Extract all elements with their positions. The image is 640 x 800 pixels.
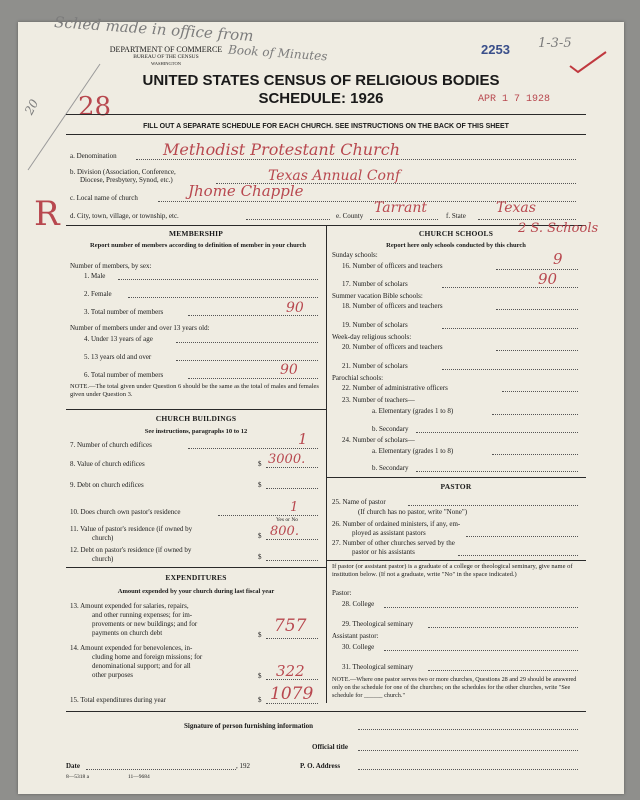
q6-label: 6. Total number of members bbox=[84, 371, 164, 379]
form-number: 8—5318 a bbox=[66, 774, 90, 780]
q27-label-1: 27. Number of other churches served by the bbox=[332, 539, 455, 547]
denomination-field[interactable] bbox=[136, 159, 576, 160]
q15-value: 1079 bbox=[270, 684, 314, 704]
q7-label: 7. Number of church edifices bbox=[70, 441, 152, 449]
q25-note: (If church has no pastor, write "None") bbox=[358, 508, 468, 516]
official-title-label: Official title bbox=[312, 743, 348, 751]
q6-value: 90 bbox=[280, 362, 298, 378]
date-field[interactable] bbox=[86, 769, 236, 770]
expenditures-heading: EXPENDITURES bbox=[165, 573, 227, 582]
po-address-label: P. O. Address bbox=[300, 762, 341, 770]
q12-label-1: 12. Debt on pastor's residence (if owned by bbox=[70, 546, 192, 554]
q14-line-4: other purposes bbox=[92, 671, 134, 679]
division-label-2: Diocese, Presbytery, Synod, etc.) bbox=[80, 176, 173, 184]
date-label: Date bbox=[66, 762, 80, 770]
denomination-value: Methodist Protestant Church bbox=[163, 140, 401, 159]
q6-field[interactable] bbox=[188, 378, 318, 379]
q23b-field[interactable] bbox=[416, 432, 578, 433]
q10-value: 1 bbox=[290, 500, 299, 515]
q21-field[interactable] bbox=[442, 369, 578, 370]
grad-rule bbox=[326, 560, 586, 561]
signature-field[interactable] bbox=[358, 729, 578, 730]
q4-label: 4. Under 13 years of age bbox=[84, 335, 153, 343]
q11-dollar: $ bbox=[258, 532, 262, 540]
city-name: WASHINGTON bbox=[151, 61, 181, 66]
q20-field[interactable] bbox=[496, 350, 578, 351]
q26-label-2: ployed as assistant pastors bbox=[352, 529, 426, 537]
census-schedule-page bbox=[18, 13, 624, 794]
form-title: UNITED STATES CENSUS OF RELIGIOUS BODIES bbox=[142, 72, 500, 89]
buildings-sub: See instructions, paragraphs 10 to 12 bbox=[144, 428, 248, 435]
form-subtitle: SCHEDULE: 1926 bbox=[258, 90, 384, 107]
sunday-label: Sunday schools: bbox=[332, 251, 378, 259]
schools-heading: CHURCH SCHOOLS bbox=[418, 229, 494, 238]
county-field[interactable] bbox=[370, 219, 438, 220]
q9-field[interactable] bbox=[266, 488, 318, 489]
pastor-note: NOTE.—Where one pastor serves two or more churches, Questions 28 and 29 should be answered only on the schedule for one of the churches; on the schedules for the other churches, write "See schedule for ______ church." bbox=[332, 676, 577, 699]
county-label: e. County bbox=[336, 212, 364, 220]
q7-field[interactable] bbox=[188, 448, 318, 449]
pastor-rule bbox=[326, 477, 586, 478]
q1-field[interactable] bbox=[118, 279, 318, 280]
q24a-label: a. Elementary (grades 1 to 8) bbox=[372, 447, 454, 455]
county-value: Tarrant bbox=[374, 200, 427, 216]
q2-field[interactable] bbox=[128, 297, 318, 298]
q27-label-2: pastor or his assistants bbox=[352, 548, 415, 556]
state-label: f. State bbox=[446, 212, 466, 220]
q11-label-2: church) bbox=[92, 534, 114, 542]
q11-label-1: 11. Value of pastor's residence (if owned by bbox=[70, 525, 193, 533]
yes-no-hint: Yes or No bbox=[276, 517, 299, 523]
fill-instruction: FILL OUT A SEPARATE SCHEDULE FOR EACH CHURCH. SEE INSTRUCTIONS ON THE BACK OF THIS SHEET bbox=[143, 123, 509, 130]
q18-label: 18. Number of officers and teachers bbox=[342, 302, 443, 310]
division-label-1: b. Division (Association, Conference, bbox=[70, 168, 176, 176]
members-by-sex: Number of members, by sex: bbox=[70, 262, 152, 270]
schools-heading-note: 2 S. Schools bbox=[518, 221, 599, 236]
q3-label: 3. Total number of members bbox=[84, 308, 164, 316]
weekday-label: Week-day religious schools: bbox=[332, 333, 412, 341]
q19-label: 19. Number of scholars bbox=[342, 321, 408, 329]
membership-note: NOTE.—The total given under Question 6 should be the same as the total of males and females given under Question 3. bbox=[70, 383, 319, 398]
q16-field[interactable] bbox=[496, 269, 578, 270]
pastor-heading: PASTOR bbox=[440, 482, 472, 491]
q20-label: 20. Number of officers and teachers bbox=[342, 343, 443, 351]
q19-field[interactable] bbox=[442, 328, 578, 329]
summer-label: Summer vacation Bible schools: bbox=[332, 292, 423, 300]
q13-line-1: 13. Amount expended for salaries, repairs, bbox=[70, 602, 189, 610]
q3-value: 90 bbox=[286, 300, 304, 316]
q18-field[interactable] bbox=[496, 309, 578, 310]
members-under-over: Number of members under and over 13 years old: bbox=[70, 324, 210, 332]
q13-dollar: $ bbox=[258, 631, 262, 639]
q23-label: 23. Number of teachers— bbox=[342, 396, 415, 404]
print-number: 11—9684 bbox=[128, 774, 150, 780]
q14-value: 322 bbox=[276, 662, 305, 680]
buildings-rule bbox=[66, 409, 326, 410]
q13-line-3: provements or new buildings; and for bbox=[92, 620, 198, 628]
q17-value: 90 bbox=[538, 270, 558, 288]
membership-heading: MEMBERSHIP bbox=[168, 229, 224, 238]
q24a-field[interactable] bbox=[492, 454, 578, 455]
margin-number: 20 bbox=[21, 96, 42, 118]
header-rule-2 bbox=[66, 134, 586, 135]
column-divider bbox=[326, 225, 327, 703]
local-name-value: Jhome Chapple bbox=[188, 182, 304, 200]
assistant-label: Assistant pastor: bbox=[332, 632, 379, 640]
handwritten-book-of-minutes: Book of Minutes bbox=[227, 42, 328, 64]
q16-label: 16. Number of officers and teachers bbox=[342, 262, 443, 270]
q10-label: 10. Does church own pastor's residence bbox=[70, 508, 181, 516]
schedule-number: 28 bbox=[78, 92, 112, 122]
q28-field[interactable] bbox=[384, 607, 578, 608]
year-label: , 192 bbox=[236, 762, 250, 770]
q12-dollar: $ bbox=[258, 553, 262, 561]
q14-dollar: $ bbox=[258, 672, 262, 680]
city-label: d. City, town, village, or township, etc. bbox=[70, 212, 179, 220]
q31-label: 31. Theological seminary bbox=[342, 663, 414, 671]
stamp-number: 2253 bbox=[481, 42, 510, 57]
q10-field[interactable] bbox=[218, 515, 318, 516]
corner-number: 1-3-5 bbox=[538, 36, 572, 51]
state-field[interactable] bbox=[478, 219, 576, 220]
q22-label: 22. Number of administrative officers bbox=[342, 384, 448, 392]
expenditures-rule bbox=[66, 567, 326, 568]
q13-line-2: and other running expenses; for im- bbox=[92, 611, 193, 619]
q2-label: 2. Female bbox=[84, 290, 112, 298]
handwritten-top-note: Sched made in office from bbox=[53, 13, 255, 45]
q12-label-2: church) bbox=[92, 555, 114, 563]
q29-field[interactable] bbox=[428, 627, 578, 628]
q21-label: 21. Number of scholars bbox=[342, 362, 408, 370]
q25-label: 25. Name of pastor bbox=[332, 498, 386, 506]
schools-sub: Report here only schools conducted by this church bbox=[386, 242, 526, 249]
q26-label-1: 26. Number of ordained ministers, if any, em- bbox=[332, 520, 461, 528]
pastor-label: Pastor: bbox=[332, 589, 352, 597]
q5-field[interactable] bbox=[176, 360, 318, 361]
q23b-label: b. Secondary bbox=[372, 425, 409, 433]
q24-label: 24. Number of scholars— bbox=[342, 436, 415, 444]
official-title-field[interactable] bbox=[358, 750, 578, 751]
q9-label: 9. Debt on church edifices bbox=[70, 481, 144, 489]
q11-value: 800. bbox=[270, 524, 299, 539]
q8-field[interactable] bbox=[266, 467, 318, 468]
q14-line-2: cluding home and foreign missions; for bbox=[92, 653, 203, 661]
received-date-stamp: APR 1 7 1928 bbox=[478, 94, 551, 105]
q8-dollar: $ bbox=[258, 460, 262, 468]
division-value: Texas Annual Conf bbox=[268, 168, 401, 184]
q14-line-3: denominational support; and for all bbox=[92, 662, 191, 670]
q11-field[interactable] bbox=[266, 539, 318, 540]
q9-dollar: $ bbox=[258, 481, 262, 489]
q31-field[interactable] bbox=[428, 670, 578, 671]
q8-value: 3000. bbox=[268, 452, 306, 467]
q17-label: 17. Number of scholars bbox=[342, 280, 408, 288]
denomination-label: a. Denomination bbox=[70, 152, 117, 160]
q23a-field[interactable] bbox=[492, 414, 578, 415]
q7-value: 1 bbox=[298, 430, 308, 448]
po-address-field[interactable] bbox=[358, 769, 578, 770]
q24b-field[interactable] bbox=[416, 471, 578, 472]
footer-rule bbox=[66, 711, 586, 712]
q29-label: 29. Theological seminary bbox=[342, 620, 414, 628]
q25-field[interactable] bbox=[408, 505, 578, 506]
q13-value: 757 bbox=[274, 616, 307, 636]
expenditures-sub: Amount expended by your church during last fiscal year bbox=[117, 588, 275, 595]
state-value: Texas bbox=[496, 200, 536, 216]
q24b-label: b. Secondary bbox=[372, 464, 409, 472]
city-field[interactable] bbox=[246, 219, 330, 220]
q12-field[interactable] bbox=[266, 560, 318, 561]
q8-label: 8. Value of church edifices bbox=[70, 460, 145, 468]
q15-label: 15. Total expenditures during year bbox=[70, 696, 166, 704]
q5-label: 5. 13 years old and over bbox=[84, 353, 152, 361]
q17-field[interactable] bbox=[442, 287, 578, 288]
q26-field[interactable] bbox=[466, 536, 578, 537]
q30-label: 30. College bbox=[342, 643, 375, 651]
q22-field[interactable] bbox=[502, 391, 578, 392]
grad-note: If pastor (or assistant pastor) is a graduate of a college or theological seminary, give name of institution below. (If not a graduate, write "No" in the space indicated.) bbox=[332, 563, 573, 578]
department-name: DEPARTMENT OF COMMERCE bbox=[109, 45, 223, 54]
q1-label: 1. Male bbox=[84, 272, 106, 280]
buildings-heading: CHURCH BUILDINGS bbox=[155, 414, 237, 423]
local-name-label: c. Local name of church bbox=[70, 194, 138, 202]
q13-line-4: payments on church debt bbox=[92, 629, 163, 637]
parochial-label: Parochial schools: bbox=[332, 374, 384, 382]
q16-value: 9 bbox=[553, 250, 563, 268]
header-rule bbox=[66, 114, 586, 115]
signature-label: Signature of person furnishing information bbox=[184, 722, 313, 730]
q15-dollar: $ bbox=[258, 696, 262, 704]
q13-field[interactable] bbox=[266, 638, 318, 639]
margin-letter: R bbox=[34, 194, 60, 234]
bureau-name: BUREAU OF THE CENSUS bbox=[133, 54, 199, 60]
check-mark-icon bbox=[568, 50, 608, 74]
q14-line-1: 14. Amount expended for benevolences, in- bbox=[70, 644, 193, 652]
q27-field[interactable] bbox=[458, 555, 578, 556]
q30-field[interactable] bbox=[384, 650, 578, 651]
membership-intro: Report number of members according to definition of member in your church bbox=[90, 242, 306, 249]
q4-field[interactable] bbox=[176, 342, 318, 343]
q28-label: 28. College bbox=[342, 600, 375, 608]
q23a-label: a. Elementary (grades 1 to 8) bbox=[372, 407, 454, 415]
